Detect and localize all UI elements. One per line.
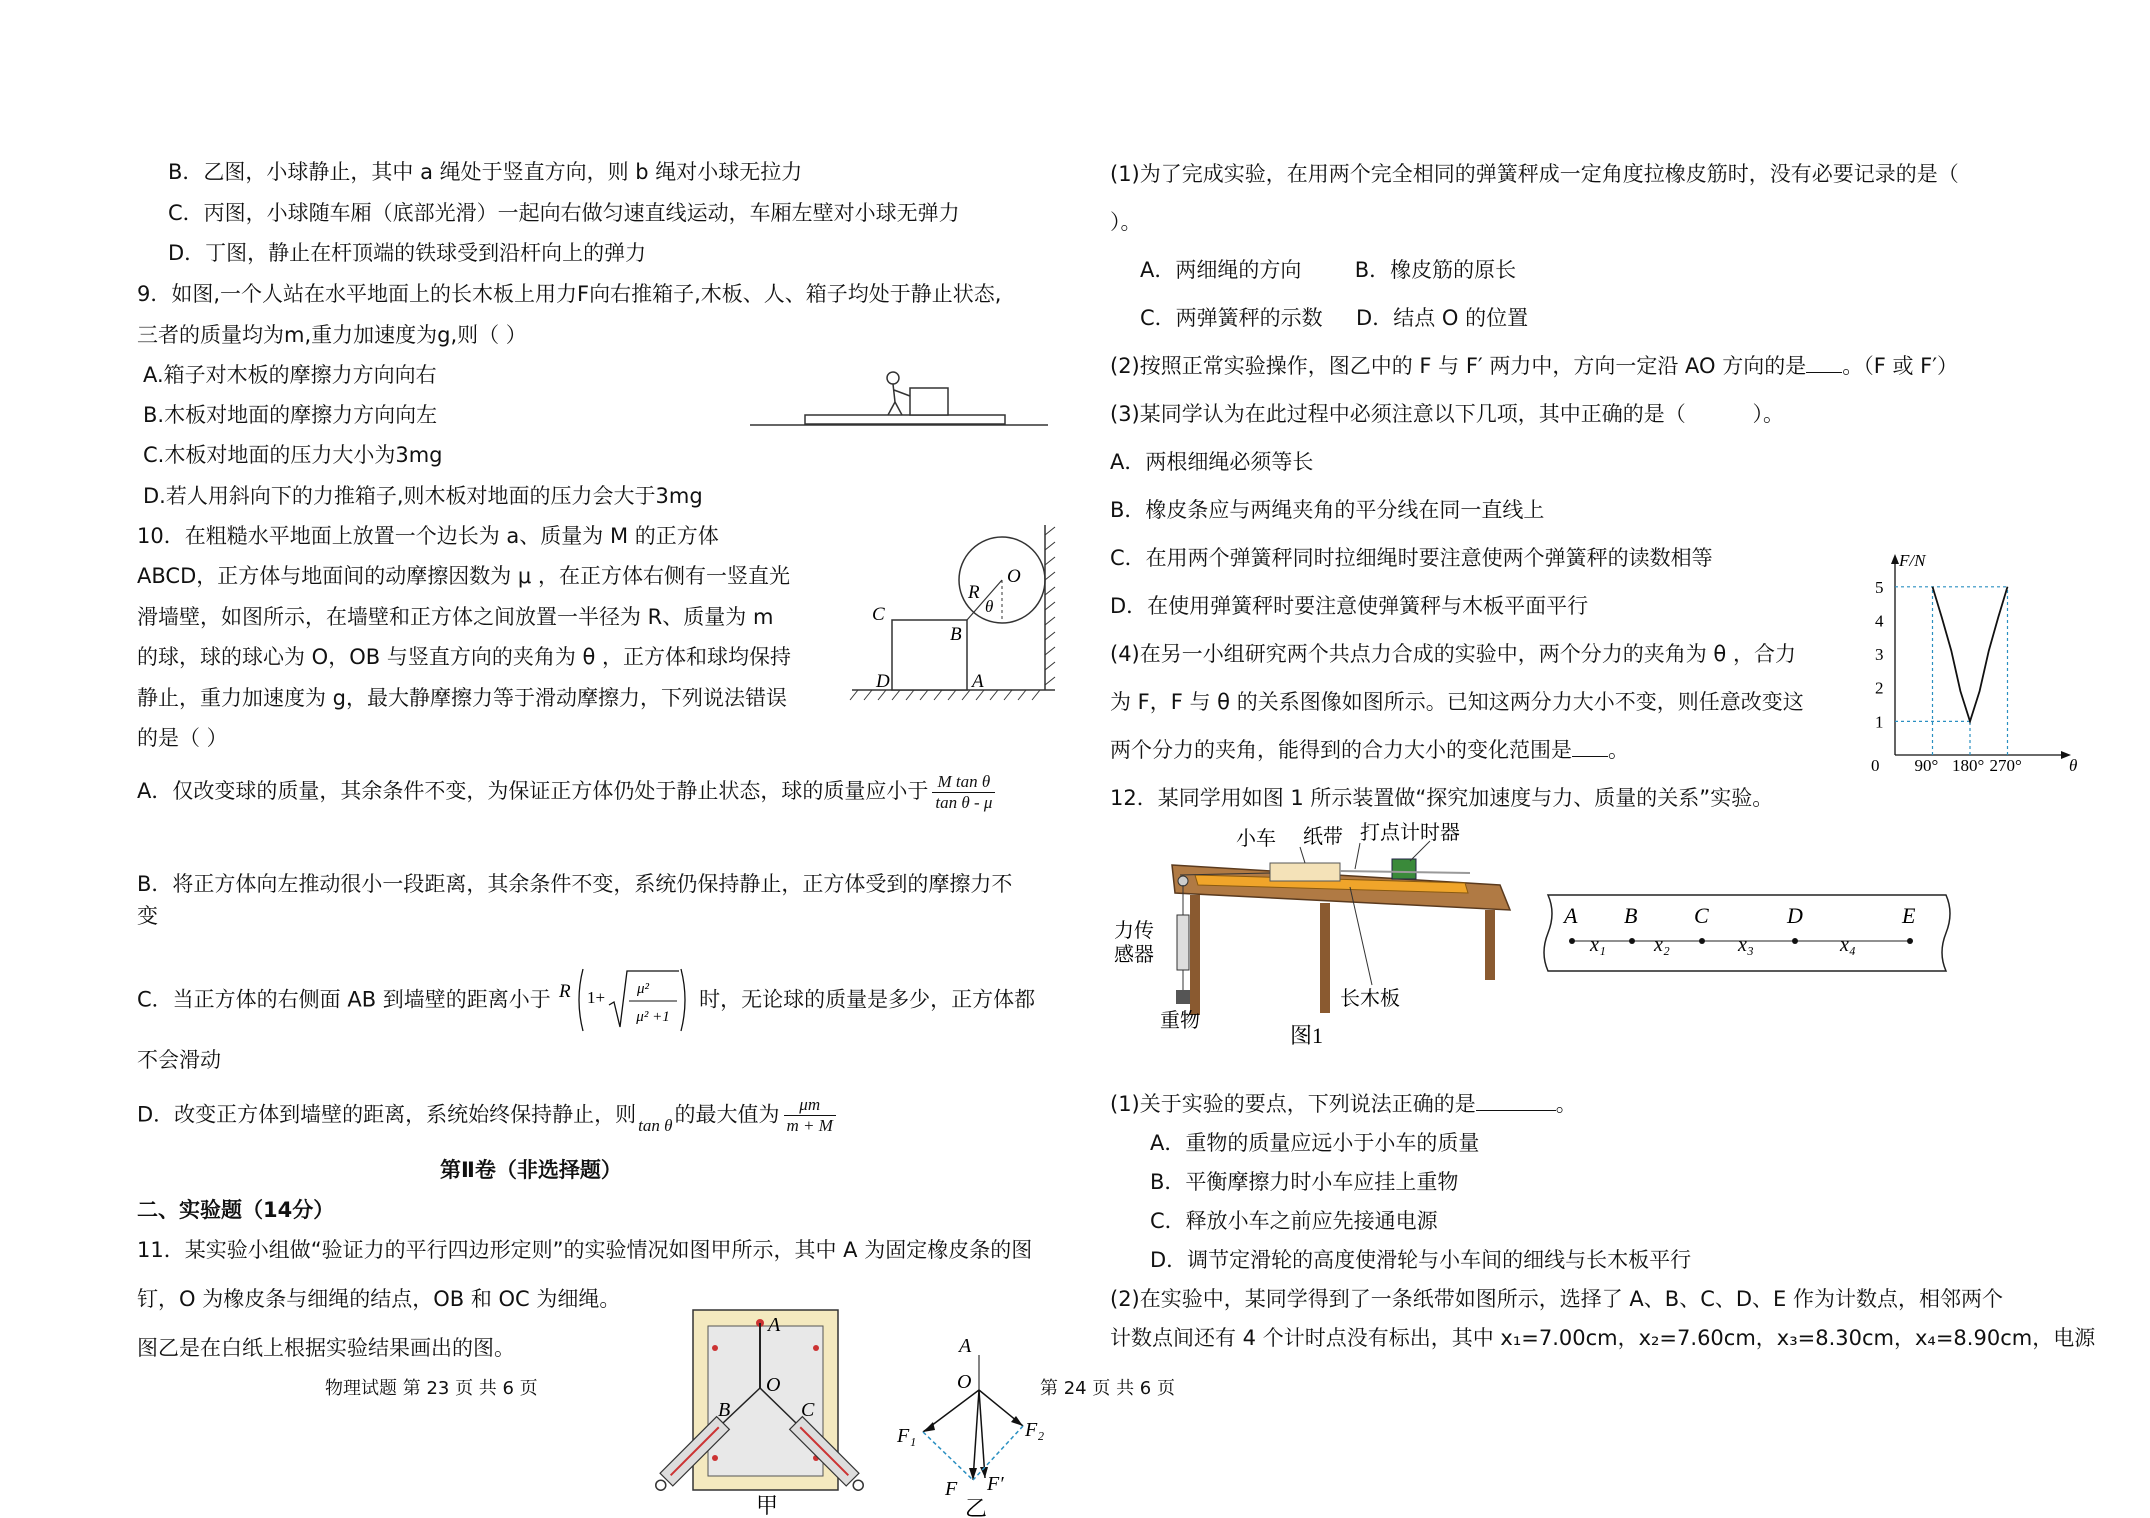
tape-label-E: E <box>1902 903 1916 928</box>
caption-yi: 乙 <box>965 1496 988 1518</box>
label-C: C <box>872 604 885 625</box>
y-tick-label: 2 <box>1875 678 1884 698</box>
q11-part3-d: D．在使用弹簧秤时要注意使弹簧秤与木板平面平行 <box>1110 594 1589 618</box>
svg-text:1+: 1+ <box>587 988 606 1007</box>
q12-stem: 12．某同学用如图 1 所示装置做“探究加速度与力、质量的关系”实验。 <box>1110 786 1774 810</box>
figure-1-caption: 图1 <box>1290 1023 1324 1048</box>
x-axis-label: θ <box>2069 756 2078 775</box>
yi-label-F1: F₁ <box>897 1425 917 1447</box>
figure-1-apparatus <box>1110 815 1530 1048</box>
q10-line3: 滑墙壁，如图所示，在墙壁和正方体之间放置一半径为 R、质量为 m <box>137 605 774 629</box>
q11-part4-line3: 两个分力的夹角，能得到的合力大小的变化范围是 。 <box>1110 738 1629 762</box>
label-O: O <box>1007 566 1021 587</box>
svg-text:R: R <box>559 981 572 1002</box>
q12-part2-line2: 计数点间还有 4 个计时点没有标出，其中 x₁=7.00cm，x₂=7.60cm，x₃=8.30cm，x₄=8.90cm，电源 <box>1110 1326 2096 1350</box>
yi-label-F: F <box>945 1478 958 1500</box>
label-D: D <box>876 671 890 692</box>
q10-option-b-line2: 变 <box>137 904 158 928</box>
q11-part3-a: A．两根细绳必须等长 <box>1110 450 1314 474</box>
q8-option-c: C．丙图，小球随车厢（底部光滑）一起向右做匀速直线运动，车厢左壁对小球无弹力 <box>168 201 960 225</box>
q12-part1-a: A．重物的质量应远小于小车的质量 <box>1150 1131 1480 1155</box>
y-tick-label: 3 <box>1875 645 1884 665</box>
q11-line2: 钉，O 为橡皮条与细绳的结点，OB 和 OC 为细绳。 <box>137 1287 621 1311</box>
plank <box>805 415 1005 424</box>
yi-label-O: O <box>957 1371 972 1393</box>
q10-option-b-line1: B．将正方体向左推动很小一段距离，其余条件不变，系统仍保持静止，正方体受到的摩擦力不 <box>137 872 1013 896</box>
answer-blank-part2[interactable] <box>1806 354 1842 373</box>
label-sensor-1: 力传 <box>1114 920 1154 942</box>
jia-label-O: O <box>766 1374 781 1396</box>
footer-right: 第 24 页 共 6 页 <box>1040 1378 1175 1399</box>
q12-part2-line1: (2)在实验中，某同学得到了一条纸带如图所示，选择了 A、B、C、D、E 作为计数点，相邻两个 <box>1110 1287 2003 1311</box>
tape-label-B: B <box>1624 903 1638 928</box>
y-axis-arrow <box>1891 554 1899 564</box>
q10-option-a: A．仅改变球的质量，其余条件不变，为保证正方体仍处于静止状态，球的质量应小于 $\frac{\text{M tan θ}}{\text{tan θ - μ}}$ <box>137 772 999 812</box>
answer-blank-part4[interactable] <box>1572 738 1608 757</box>
label-theta: θ <box>985 597 994 616</box>
q10-line6: 的是（ ） <box>137 726 228 750</box>
q11-part1-options-ab: A．两细绳的方向 B．橡皮筋的原长 <box>1140 258 1517 282</box>
q11-part4-line1: (4)在另一小组研究两个共点力合成的实验中，两个分力的夹角为 θ ，合力 <box>1110 642 1796 666</box>
q12-part1-d: D．调节定滑轮的高度使滑轮与小车间的细线与长木板平行 <box>1150 1248 1692 1272</box>
q11-part3: (3)某同学认为在此过程中必须注意以下几项，其中正确的是（ ）。 <box>1110 402 1784 426</box>
jia-label-C: C <box>801 1399 815 1421</box>
q10-line1: 10．在粗糙水平地面上放置一个边长为 a、质量为 M 的正方体 <box>137 524 719 548</box>
figure-yi <box>895 1330 1065 1518</box>
table-leg-2 <box>1320 903 1330 1013</box>
label-sensor-2: 感器 <box>1114 944 1154 966</box>
cart <box>1270 863 1340 881</box>
q9-stem-line2: 三者的质量均为m,重力加速度为g,则（ ） <box>137 323 527 347</box>
q9-option-a: A.箱子对木板的摩擦力方向向右 <box>143 363 437 387</box>
person-head <box>887 372 899 384</box>
q10-line5: 静止，重力加速度为 g，最大静摩擦力等于滑动摩擦力，下列说法错误 <box>137 686 788 710</box>
tape-label-x4: x₄ <box>1840 934 1856 956</box>
y-tick-label: 1 <box>1875 712 1884 732</box>
x-tick-label: 0 <box>1871 756 1880 775</box>
f-theta-chart <box>1855 540 2078 775</box>
table-leg-3 <box>1485 910 1495 980</box>
yi-label-A: A <box>959 1335 972 1357</box>
table-leg-1 <box>1190 895 1200 1015</box>
tape-label-A: A <box>1564 903 1578 928</box>
series-curve <box>1933 587 2008 722</box>
q12-part1-c: C．释放小车之前应先接通电源 <box>1150 1209 1438 1233</box>
svg-text:μ² +1: μ² +1 <box>636 1009 671 1025</box>
timer <box>1392 859 1416 879</box>
label-A: A <box>972 671 984 692</box>
paper-tape-figure <box>1540 893 1960 973</box>
force-sensor <box>1177 915 1189 970</box>
jia-label-B: B <box>718 1399 731 1421</box>
q10-line2: ABCD，正方体与地面间的动摩擦因数为 μ ，在正方体右侧有一竖直光 <box>137 564 790 588</box>
q12-part1: (1)关于实验的要点，下列说法正确的是 。 <box>1110 1092 1577 1116</box>
q9-stem-line1: 9．如图,一个人站在水平地面上的长木板上用力F向右推箱子,木板、人、箱子均处于静止状态, <box>137 282 1002 306</box>
label-B: B <box>950 624 962 645</box>
x-tick-label: 90° <box>1914 756 1939 775</box>
q10-line4: 的球，球的球心为 O，OB 与竖直方向的夹角为 θ ，正方体和球均保持 <box>137 645 792 669</box>
tape-label-C: C <box>1694 903 1709 928</box>
q10-figure <box>850 520 1070 710</box>
q11-part4-line2: 为 F，F 与 θ 的关系图像如图所示。已知这两分力大小不变，则任意改变这 <box>1110 690 1804 714</box>
yi-label-Fprime: F′ <box>987 1473 1004 1495</box>
tape-label-x3: x₃ <box>1738 934 1754 956</box>
svg-text:μ²: μ² <box>637 981 650 997</box>
section-title: 第Ⅱ卷（非选择题） <box>440 1158 622 1182</box>
jia-label-A: A <box>768 1314 781 1336</box>
q11-line3: 图乙是在白纸上根据实验结果画出的图。 <box>137 1336 515 1360</box>
y-axis-label: F/N <box>1899 551 1926 570</box>
radical-expression <box>557 965 692 1035</box>
label-weight: 重物 <box>1160 1010 1200 1032</box>
q8-option-b: B．乙图，小球静止，其中 a 绳处于竖直方向，则 b 绳对小球无拉力 <box>168 160 803 184</box>
q11-part2: (2)按照正常实验操作，图乙中的 F 与 F′ 两力中，方向一定沿 AO 方向的是 。（F 或 F′） <box>1110 354 1959 378</box>
q10-option-d: D．改变正方体到墙壁的距离，系统始终保持静止，则 $_{tan \theta}$的最大值为 $\frac{\mu m}{m + M}$ <box>137 1095 840 1136</box>
q11-part3-c: C．在用两个弹簧秤同时拉细绳时要注意使两个弹簧秤的读数相等 <box>1110 546 1713 570</box>
q11-part3-b: B．橡皮条应与两绳夹角的平分线在同一直线上 <box>1110 498 1545 522</box>
q10-option-c: C．当正方体的右侧面 AB 到墙壁的距离小于 R 1+ μ² μ² +1 时，无论球的质量是多少，正方体都 <box>137 965 1035 1035</box>
q11-part1-options-cd: C．两弹簧秤的示数 D．结点 O 的位置 <box>1140 306 1529 330</box>
q9-figure <box>750 360 1050 430</box>
y-tick-label: 5 <box>1875 577 1884 597</box>
q10-option-c-line2: 不会滑动 <box>137 1048 221 1072</box>
q9-option-b: B.木板对地面的摩擦力方向向左 <box>143 403 438 427</box>
label-car: 小车 <box>1236 828 1276 850</box>
label-board: 长木板 <box>1340 988 1400 1010</box>
q9-option-d: D.若人用斜向下的力推箱子,则木板对地面的压力会大于3mg <box>143 484 703 508</box>
q8-option-d: D．丁图，静止在杆顶端的铁球受到沿杆向上的弹力 <box>168 241 647 265</box>
yi-label-F2: F₂ <box>1025 1419 1045 1441</box>
figure-jia <box>668 1308 868 1518</box>
q9-option-c: C.木板对地面的压力大小为3mg <box>143 443 443 467</box>
q11-line1: 11．某实验小组做“验证力的平行四边形定则”的实验情况如图甲所示，其中 A 为固定橡皮条的图 <box>137 1238 1033 1262</box>
fraction-a: $\frac{\text{M tan θ}}{\text{tan θ - μ}}$ <box>932 772 995 812</box>
tape-label-x1: x₁ <box>1590 934 1606 956</box>
label-tape: 纸带 <box>1303 826 1343 848</box>
answer-blank-q12-1[interactable] <box>1476 1092 1556 1111</box>
x-tick-label: 180° <box>1952 756 1985 775</box>
fraction-d: $\frac{\mu m}{m + M}$ <box>784 1095 836 1135</box>
x-tick-label: 270° <box>1989 756 2022 775</box>
tape-label-D: D <box>1787 903 1803 928</box>
q11-part1-line1: (1)为了完成实验，在用两个完全相同的弹簧秤成一定角度拉橡皮筋时，没有必要记录的是（ <box>1110 162 1959 186</box>
hanging-weight <box>1176 990 1190 1004</box>
q12-part1-b: B．平衡摩擦力时小车应挂上重物 <box>1150 1170 1459 1194</box>
caption-jia: 甲 <box>756 1493 779 1518</box>
box <box>910 388 948 415</box>
footer-left: 物理试题 第 23 页 共 6 页 <box>325 1378 538 1399</box>
label-timer: 打点计时器 <box>1360 822 1460 844</box>
label-R: R <box>968 582 980 603</box>
tape-label-x2: x₂ <box>1654 934 1670 956</box>
q11-part1-line2: ）。 <box>1110 210 1142 234</box>
y-tick-label: 4 <box>1875 611 1884 631</box>
section-2-heading: 二、实验题（14分） <box>137 1198 335 1222</box>
